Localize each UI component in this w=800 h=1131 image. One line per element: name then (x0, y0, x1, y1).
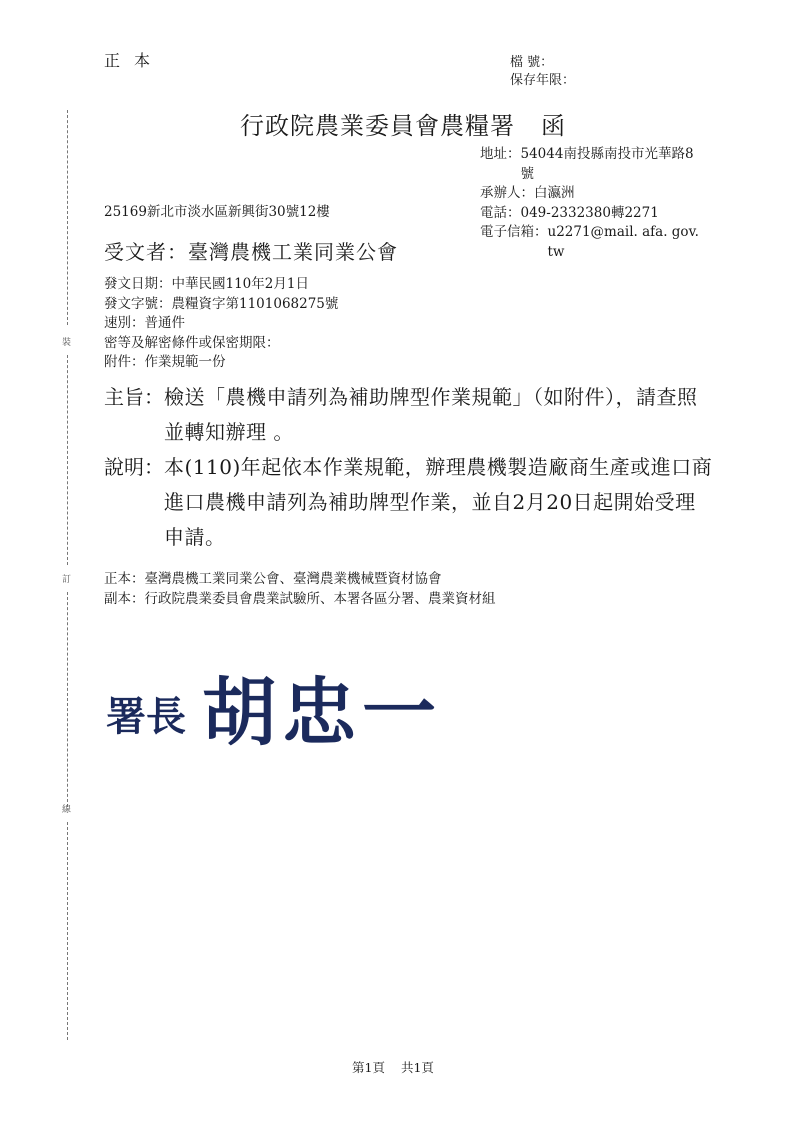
address-row (480, 145, 724, 184)
binding-mark-xian: 線 (62, 805, 72, 815)
ref-value: 農糧資字第1101068275號 (171, 295, 339, 312)
email-label: 電子信箱： (480, 224, 548, 240)
page-total: 共1頁 (400, 1060, 434, 1075)
signature-name: 胡忠一 (202, 670, 442, 756)
ref-row (104, 295, 338, 315)
page-footer (352, 1058, 434, 1076)
ref-label: 發文字號： (104, 295, 172, 312)
file-meta (510, 54, 575, 90)
speed-label: 速別： (104, 315, 145, 331)
recipient-name: 臺灣農機工業同業公會 (188, 240, 398, 264)
doc-kind: 函 (541, 112, 566, 140)
org-title: 行政院農業委員會農糧署 (240, 112, 515, 140)
copy-recipients-row (104, 590, 496, 610)
director-signature-seal (104, 660, 464, 760)
document-title (240, 106, 566, 141)
recipient-label: 受文者： (104, 240, 188, 264)
signature-title: 署長 (106, 693, 186, 740)
handler-label: 承辦人： (480, 185, 534, 201)
binding-line (67, 355, 68, 565)
attach-value: 作業規範一份 (144, 354, 226, 370)
distribution-list (104, 570, 496, 609)
phone-label: 電話： (480, 204, 521, 221)
signature-seal-graphic (104, 660, 464, 760)
date-row (104, 275, 338, 295)
handler-row (480, 184, 724, 204)
description-section (104, 450, 714, 555)
speed-value: 普通件 (144, 315, 185, 331)
description-label: 說明： (104, 455, 164, 479)
copy-label: 副本： (104, 590, 145, 607)
phone-value: 049-2332380轉2271 (520, 204, 659, 221)
handler-value: 白瀛洲 (534, 185, 575, 201)
copy-value: 行政院農業委員會農業試驗所、本署各區分署、農業資材組 (144, 590, 496, 607)
email-row (480, 223, 724, 262)
secrecy-row (104, 334, 338, 354)
binding-mark-ding: 訂 (62, 575, 72, 585)
binding-line (67, 110, 68, 325)
binding-margin (62, 110, 74, 1040)
address-label: 地址： (480, 146, 521, 162)
subject-label: 主旨： (104, 385, 164, 409)
secrecy-label: 密等及解密條件或保密期限： (104, 334, 280, 351)
original-value: 臺灣農機工業同業公會、臺灣農業機械暨資材協會 (144, 571, 442, 587)
return-address: 25169新北市淡水區新興街30號12樓 (104, 204, 330, 220)
phone-row (480, 204, 724, 224)
attach-label: 附件： (104, 354, 145, 370)
subject-section (104, 380, 714, 450)
date-label: 發文日期： (104, 276, 172, 292)
subject-text: 檢送「農機申請列為補助牌型作業規範」（如附件），請查照並轉知辦理 。 (164, 385, 698, 444)
original-recipients-row (104, 570, 496, 590)
sender-contact (480, 145, 724, 262)
description-text: 本(110)年起依本作業規範，辦理農機製造廠商生產或進口商進口農機申請列為補助牌型作業，並自2月20日起開始受理申請。 (164, 455, 713, 549)
speed-row (104, 314, 338, 334)
original-label: 正本： (104, 571, 145, 587)
date-value: 中華民國110年2月1日 (171, 276, 309, 292)
recipient (104, 236, 398, 265)
binding-line (67, 592, 68, 807)
retention-label: 保存年限： (510, 73, 576, 88)
copy-type-label: 正本 (104, 51, 165, 70)
attach-row (104, 353, 338, 373)
binding-mark-zhuang: 裝 (62, 338, 72, 348)
email-value[interactable]: u2271@mail. afa. gov. tw (547, 224, 699, 260)
file-number-label: 檔 號： (510, 55, 554, 70)
binding-line (67, 822, 68, 1040)
page-number: 第1頁 (352, 1060, 385, 1075)
address-value: 54044南投縣南投市光華路8號 (520, 146, 694, 182)
document-meta (104, 275, 338, 373)
